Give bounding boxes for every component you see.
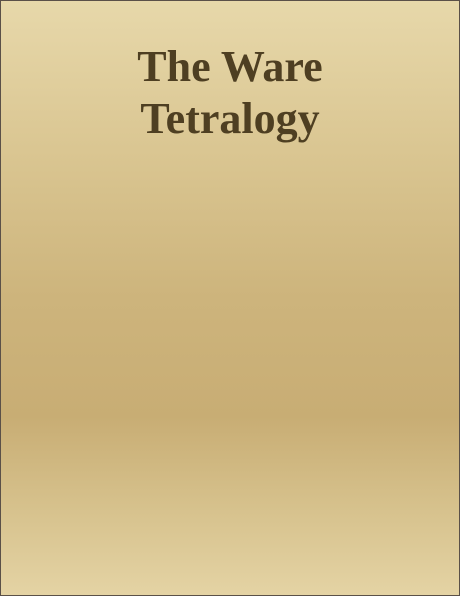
book-title-line-2: Tetralogy — [140, 94, 320, 143]
book-title — [1, 41, 459, 145]
book-title-line-1: The Ware — [137, 42, 323, 91]
